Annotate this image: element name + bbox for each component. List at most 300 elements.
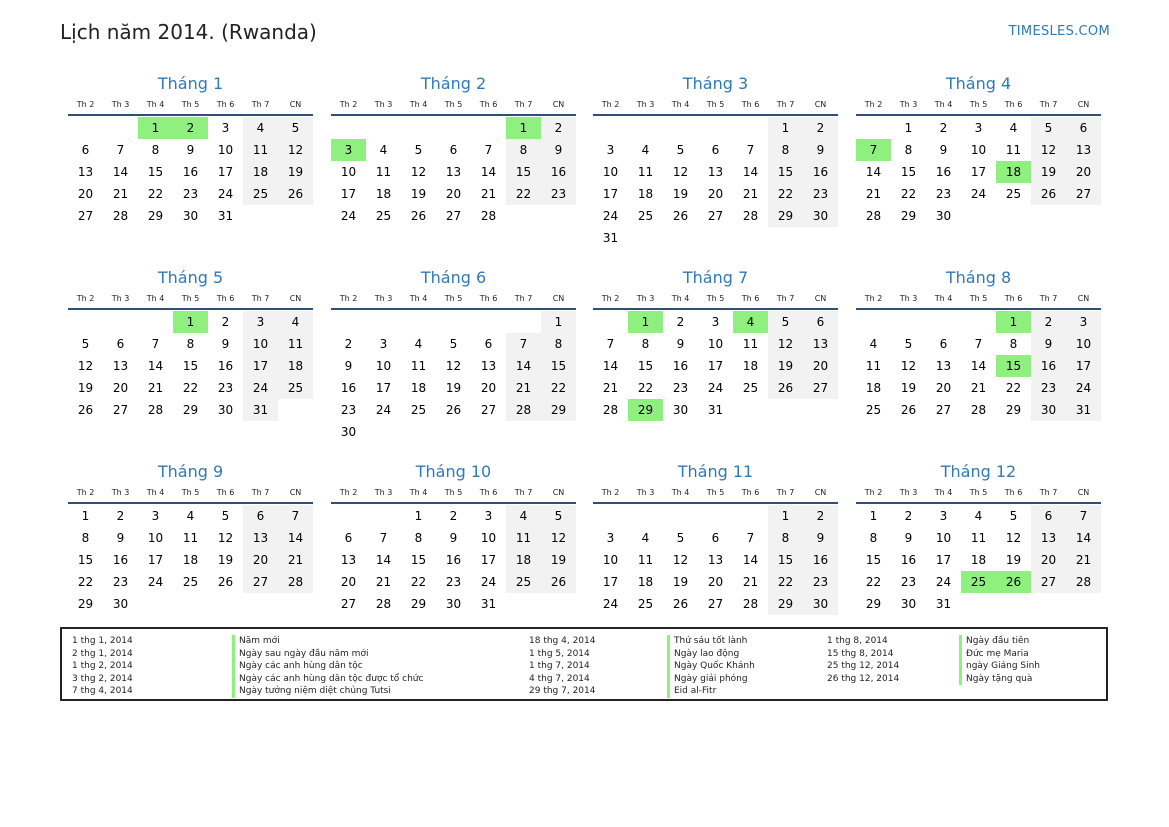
empty-cell: [628, 117, 663, 139]
legend-date: 3 thg 2, 2014: [72, 673, 133, 684]
day-cell: 2: [344, 337, 353, 351]
day-cell-weekend: 5: [1031, 117, 1066, 139]
empty-cell: [138, 311, 173, 333]
day-cell-weekend: 30: [803, 593, 838, 615]
day-cell-holiday: 29: [628, 399, 663, 421]
day-cell-holiday: 3: [331, 139, 366, 161]
day-cell: 9: [676, 337, 685, 351]
day-cell: 14: [147, 359, 164, 373]
month-title: Tháng 2: [420, 74, 487, 93]
day-cell: 24: [602, 209, 619, 223]
day-cell: 2: [449, 509, 458, 523]
day-cell: 3: [939, 509, 948, 523]
day-cell: 21: [742, 575, 759, 589]
day-cell: 28: [112, 209, 129, 223]
day-cell: 26: [672, 597, 689, 611]
day-cell-weekend: 22: [541, 377, 576, 399]
day-cell: 4: [641, 531, 650, 545]
day-grid: [593, 311, 838, 421]
day-cell: 22: [77, 575, 94, 589]
day-cell: 13: [707, 553, 724, 567]
weekday-label: Th 3: [374, 488, 393, 497]
day-cell: 7: [974, 337, 983, 351]
day-cell-weekend: 8: [768, 139, 803, 161]
month-10: [331, 462, 576, 615]
day-grid: [593, 505, 838, 615]
day-cell: 3: [974, 121, 983, 135]
day-cell-weekend: 15: [506, 161, 541, 183]
weekday-label: Th 6: [479, 100, 498, 109]
weekday-label: Th 3: [899, 294, 918, 303]
day-cell-weekend: 2: [541, 117, 576, 139]
day-cell: 24: [340, 209, 357, 223]
empty-cell: [961, 311, 996, 333]
weekday-label: Th 7: [251, 488, 270, 497]
day-cell: 12: [900, 359, 917, 373]
weekday-label: Th 5: [969, 488, 988, 497]
day-cell: 9: [186, 143, 195, 157]
day-cell: 25: [410, 403, 427, 417]
weekday-label: Th 7: [251, 294, 270, 303]
day-cell: 10: [935, 531, 952, 545]
day-cell: 18: [182, 553, 199, 567]
weekday-label: Th 2: [601, 488, 620, 497]
day-cell: 22: [410, 575, 427, 589]
day-cell: 3: [606, 531, 615, 545]
day-cell: 1: [414, 509, 423, 523]
day-cell: 29: [182, 403, 199, 417]
day-cell: 10: [375, 359, 392, 373]
day-cell: 31: [707, 403, 724, 417]
site-link[interactable]: TIMESLES.COM: [1008, 24, 1110, 39]
day-cell-weekend: 25: [243, 183, 278, 205]
empty-cell: [401, 117, 436, 139]
month-title: Tháng 3: [682, 74, 749, 93]
holiday-legend: [60, 627, 1108, 701]
day-cell: 28: [865, 209, 882, 223]
day-cell: 27: [707, 597, 724, 611]
weekday-label: Th 5: [444, 100, 463, 109]
day-cell-weekend: 27: [1031, 571, 1066, 593]
day-cell: 5: [676, 531, 685, 545]
empty-cell: [68, 311, 103, 333]
legend-holiday-name: Eid al-Fitr: [667, 685, 755, 698]
legend-date: 2 thg 1, 2014: [72, 648, 133, 659]
day-cell-weekend: 31: [243, 399, 278, 421]
weekday-label: Th 6: [216, 294, 235, 303]
day-cell-weekend: 17: [243, 355, 278, 377]
day-cell: 14: [480, 165, 497, 179]
day-cell: 24: [970, 187, 987, 201]
day-cell-weekend: 22: [768, 183, 803, 205]
day-cell-weekend: 22: [768, 571, 803, 593]
weekday-label: Th 4: [146, 488, 165, 497]
day-cell-weekend: 27: [243, 571, 278, 593]
month-12: [856, 462, 1101, 615]
day-cell-weekend: 30: [1031, 399, 1066, 421]
empty-cell: [436, 311, 471, 333]
day-cell: 22: [865, 575, 882, 589]
day-cell: 10: [602, 553, 619, 567]
day-cell-holiday: 1: [506, 117, 541, 139]
day-cell-weekend: 28: [1066, 571, 1101, 593]
day-cell-weekend: 8: [541, 333, 576, 355]
weekday-label: CN: [289, 294, 302, 303]
weekday-label: Th 2: [76, 100, 95, 109]
day-cell: 29: [147, 209, 164, 223]
legend-date: 29 thg 7, 2014: [529, 686, 596, 697]
day-cell-weekend: 10: [1066, 333, 1101, 355]
empty-cell: [733, 505, 768, 527]
month-title: Tháng 10: [415, 462, 492, 481]
day-cell: 16: [900, 553, 917, 567]
day-cell-weekend: 26: [768, 377, 803, 399]
day-cell-weekend: 23: [803, 571, 838, 593]
day-cell-weekend: 27: [1066, 183, 1101, 205]
day-cell: 22: [1005, 381, 1022, 395]
weekday-label: CN: [814, 100, 827, 109]
day-cell-weekend: 16: [1031, 355, 1066, 377]
legend-date: 25 thg 12, 2014: [827, 661, 900, 672]
day-cell-weekend: 9: [1031, 333, 1066, 355]
day-cell: 19: [217, 553, 234, 567]
day-cell-weekend: 19: [768, 355, 803, 377]
weekday-label: Th 5: [969, 100, 988, 109]
day-cell-weekend: 29: [768, 593, 803, 615]
day-cell: 27: [935, 403, 952, 417]
day-cell-weekend: 4: [278, 311, 313, 333]
day-cell-weekend: 12: [768, 333, 803, 355]
day-cell-weekend: 1: [768, 505, 803, 527]
day-cell-weekend: 23: [1031, 377, 1066, 399]
day-cell-weekend: 7: [506, 333, 541, 355]
day-cell: 14: [742, 553, 759, 567]
day-cell-weekend: 20: [243, 549, 278, 571]
day-cell: 16: [182, 165, 199, 179]
day-cell: 12: [445, 359, 462, 373]
weekday-label: Th 6: [1004, 100, 1023, 109]
day-cell-weekend: 5: [768, 311, 803, 333]
day-cell: 19: [900, 381, 917, 395]
day-cell-weekend: 20: [803, 355, 838, 377]
day-cell: 11: [637, 553, 654, 567]
day-cell-weekend: 15: [768, 161, 803, 183]
weekday-label: CN: [814, 488, 827, 497]
day-cell-weekend: 8: [506, 139, 541, 161]
weekday-label: CN: [552, 100, 565, 109]
day-cell: 23: [935, 187, 952, 201]
weekday-label: CN: [552, 488, 565, 497]
day-cell: 10: [707, 337, 724, 351]
day-cell-weekend: 26: [278, 183, 313, 205]
day-cell: 31: [217, 209, 234, 223]
day-cell: 6: [711, 143, 720, 157]
day-cell: 1: [869, 509, 878, 523]
weekday-label: Th 6: [1004, 488, 1023, 497]
legend-holiday-name: Năm mới: [232, 635, 423, 648]
day-cell: 27: [480, 403, 497, 417]
day-cell-weekend: 14: [1066, 527, 1101, 549]
day-cell: 17: [147, 553, 164, 567]
day-cell-holiday: 18: [996, 161, 1031, 183]
day-cell: 27: [707, 209, 724, 223]
day-cell: 24: [707, 381, 724, 395]
day-cell: 8: [1009, 337, 1018, 351]
day-cell: 6: [939, 337, 948, 351]
day-cell: 4: [869, 337, 878, 351]
day-cell-weekend: 17: [1066, 355, 1101, 377]
day-cell-weekend: 11: [278, 333, 313, 355]
weekday-label: Th 5: [706, 100, 725, 109]
day-cell: 31: [935, 597, 952, 611]
weekday-label: CN: [289, 100, 302, 109]
day-cell: 23: [112, 575, 129, 589]
legend-holiday-name: Ngày các anh hùng dân tộc: [232, 660, 423, 673]
weekday-label: Th 2: [76, 294, 95, 303]
day-cell-weekend: 13: [1066, 139, 1101, 161]
weekday-label: Th 7: [776, 294, 795, 303]
weekday-label: Th 3: [111, 488, 130, 497]
day-cell-weekend: 12: [278, 139, 313, 161]
day-cell-weekend: 8: [768, 527, 803, 549]
day-cell: 14: [602, 359, 619, 373]
day-cell: 26: [77, 403, 94, 417]
day-cell: 8: [869, 531, 878, 545]
day-cell-weekend: 28: [506, 399, 541, 421]
day-cell: 24: [217, 187, 234, 201]
day-cell: 14: [865, 165, 882, 179]
weekday-label: Th 4: [671, 100, 690, 109]
empty-cell: [891, 311, 926, 333]
weekday-label: Th 3: [111, 294, 130, 303]
day-cell: 7: [606, 337, 615, 351]
day-cell-weekend: 19: [278, 161, 313, 183]
day-cell: 4: [379, 143, 388, 157]
day-cell: 6: [711, 531, 720, 545]
day-cell: 17: [935, 553, 952, 567]
day-cell-weekend: 20: [1066, 161, 1101, 183]
day-cell: 9: [904, 531, 913, 545]
weekday-label: Th 3: [636, 488, 655, 497]
day-cell: 2: [939, 121, 948, 135]
day-cell: 24: [375, 403, 392, 417]
day-cell: 20: [112, 381, 129, 395]
weekday-label: Th 4: [409, 294, 428, 303]
day-cell: 14: [112, 165, 129, 179]
day-grid: [331, 505, 576, 615]
day-cell: 4: [186, 509, 195, 523]
day-cell: 9: [939, 143, 948, 157]
day-cell: 19: [672, 575, 689, 589]
day-cell: 25: [182, 575, 199, 589]
day-cell-holiday: 15: [996, 355, 1031, 377]
day-cell-weekend: 19: [1031, 161, 1066, 183]
day-cell-weekend: 23: [803, 183, 838, 205]
day-grid: [856, 311, 1101, 421]
empty-cell: [366, 117, 401, 139]
day-cell: 4: [641, 143, 650, 157]
legend-holiday-name: Ngày giải phóng: [667, 673, 755, 686]
weekday-label: Th 7: [776, 488, 795, 497]
day-cell-weekend: 14: [278, 527, 313, 549]
weekday-label: Th 2: [339, 100, 358, 109]
day-cell-weekend: 2: [803, 117, 838, 139]
page-title: Lịch năm 2014. (Rwanda): [60, 20, 317, 44]
day-cell: 21: [602, 381, 619, 395]
day-cell: 13: [445, 165, 462, 179]
day-cell: 15: [410, 553, 427, 567]
weekday-header: [331, 293, 576, 310]
day-cell: 21: [742, 187, 759, 201]
weekday-label: Th 6: [479, 294, 498, 303]
legend-names-3: [959, 635, 1040, 685]
day-cell-holiday: 1: [173, 311, 208, 333]
day-cell: 19: [77, 381, 94, 395]
day-cell-holiday: 26: [996, 571, 1031, 593]
day-cell: 18: [410, 381, 427, 395]
weekday-label: CN: [814, 294, 827, 303]
day-cell: 20: [340, 575, 357, 589]
weekday-label: Th 3: [636, 100, 655, 109]
day-cell: 5: [676, 143, 685, 157]
legend-dates-1: [72, 635, 133, 698]
day-cell-weekend: 12: [1031, 139, 1066, 161]
day-cell: 5: [414, 143, 423, 157]
month-6: [331, 268, 576, 443]
month-4: [856, 74, 1101, 227]
day-cell-weekend: 11: [506, 527, 541, 549]
empty-cell: [331, 117, 366, 139]
legend-holiday-name: Ngày Quốc Khánh: [667, 660, 755, 673]
day-cell-weekend: 3: [243, 311, 278, 333]
day-grid: [331, 311, 576, 443]
legend-date: 26 thg 12, 2014: [827, 673, 900, 684]
weekday-header: [68, 293, 313, 310]
day-cell: 9: [221, 337, 230, 351]
day-cell: 5: [221, 509, 230, 523]
day-cell: 2: [904, 509, 913, 523]
day-cell-holiday: 2: [173, 117, 208, 139]
day-cell: 30: [112, 597, 129, 611]
day-cell-weekend: 13: [243, 527, 278, 549]
day-cell: 15: [637, 359, 654, 373]
day-cell: 3: [606, 143, 615, 157]
weekday-header: [593, 293, 838, 310]
legend-holiday-name: Đức mẹ Maria: [959, 648, 1040, 661]
day-cell: 22: [182, 381, 199, 395]
weekday-label: Th 3: [111, 100, 130, 109]
month-title: Tháng 8: [945, 268, 1012, 287]
legend-date: 1 thg 8, 2014: [827, 636, 888, 646]
day-cell: 10: [217, 143, 234, 157]
day-cell: 21: [112, 187, 129, 201]
day-cell: 29: [865, 597, 882, 611]
day-cell: 13: [340, 553, 357, 567]
weekday-label: CN: [289, 488, 302, 497]
empty-cell: [506, 311, 541, 333]
legend-date: 1 thg 7, 2014: [529, 661, 590, 672]
weekday-label: CN: [1077, 488, 1090, 497]
empty-cell: [593, 117, 628, 139]
weekday-label: Th 2: [339, 294, 358, 303]
empty-cell: [733, 117, 768, 139]
day-cell: 20: [445, 187, 462, 201]
weekday-label: Th 6: [741, 294, 760, 303]
empty-cell: [103, 117, 138, 139]
month-7: [593, 268, 838, 421]
empty-cell: [436, 117, 471, 139]
day-cell: 23: [182, 187, 199, 201]
weekday-header: [331, 487, 576, 504]
day-grid: [331, 117, 576, 227]
day-cell: 30: [445, 597, 462, 611]
empty-cell: [856, 311, 891, 333]
day-cell: 13: [480, 359, 497, 373]
day-cell: 19: [1005, 553, 1022, 567]
weekday-label: Th 7: [1039, 294, 1058, 303]
day-cell-weekend: 3: [1066, 311, 1101, 333]
empty-cell: [593, 311, 628, 333]
day-cell: 8: [904, 143, 913, 157]
day-cell: 10: [340, 165, 357, 179]
day-cell: 6: [449, 143, 458, 157]
weekday-label: Th 2: [864, 294, 883, 303]
day-cell: 17: [970, 165, 987, 179]
empty-cell: [401, 311, 436, 333]
weekday-label: Th 6: [1004, 294, 1023, 303]
day-cell: 8: [186, 337, 195, 351]
day-cell: 30: [900, 597, 917, 611]
weekday-label: Th 4: [934, 294, 953, 303]
day-cell: 21: [480, 187, 497, 201]
month-8: [856, 268, 1101, 421]
day-cell: 18: [970, 553, 987, 567]
legend-date: 4 thg 7, 2014: [529, 673, 590, 684]
day-cell: 9: [116, 531, 125, 545]
weekday-label: Th 4: [671, 488, 690, 497]
day-cell: 25: [865, 403, 882, 417]
day-cell: 6: [344, 531, 353, 545]
empty-cell: [926, 311, 961, 333]
weekday-label: Th 5: [181, 100, 200, 109]
day-cell-weekend: 18: [243, 161, 278, 183]
day-cell-weekend: 1: [541, 311, 576, 333]
weekday-label: Th 7: [251, 100, 270, 109]
day-cell: 26: [217, 575, 234, 589]
day-cell: 28: [970, 403, 987, 417]
empty-cell: [698, 117, 733, 139]
day-cell: 22: [637, 381, 654, 395]
day-cell-holiday: 7: [856, 139, 891, 161]
weekday-label: Th 6: [741, 100, 760, 109]
weekday-label: CN: [1077, 294, 1090, 303]
day-cell: 8: [641, 337, 650, 351]
empty-cell: [471, 117, 506, 139]
day-cell: 28: [742, 209, 759, 223]
day-grid: [856, 117, 1101, 227]
weekday-header: [593, 487, 838, 504]
legend-holiday-name: Ngày sau ngày đầu năm mới: [232, 648, 423, 661]
day-cell: 20: [480, 381, 497, 395]
day-cell-weekend: 6: [1031, 505, 1066, 527]
day-cell-weekend: 23: [541, 183, 576, 205]
weekday-header: [856, 487, 1101, 504]
weekday-label: Th 2: [76, 488, 95, 497]
weekday-label: Th 5: [969, 294, 988, 303]
day-cell-weekend: 16: [803, 161, 838, 183]
day-cell: 15: [182, 359, 199, 373]
day-cell-weekend: 25: [506, 571, 541, 593]
